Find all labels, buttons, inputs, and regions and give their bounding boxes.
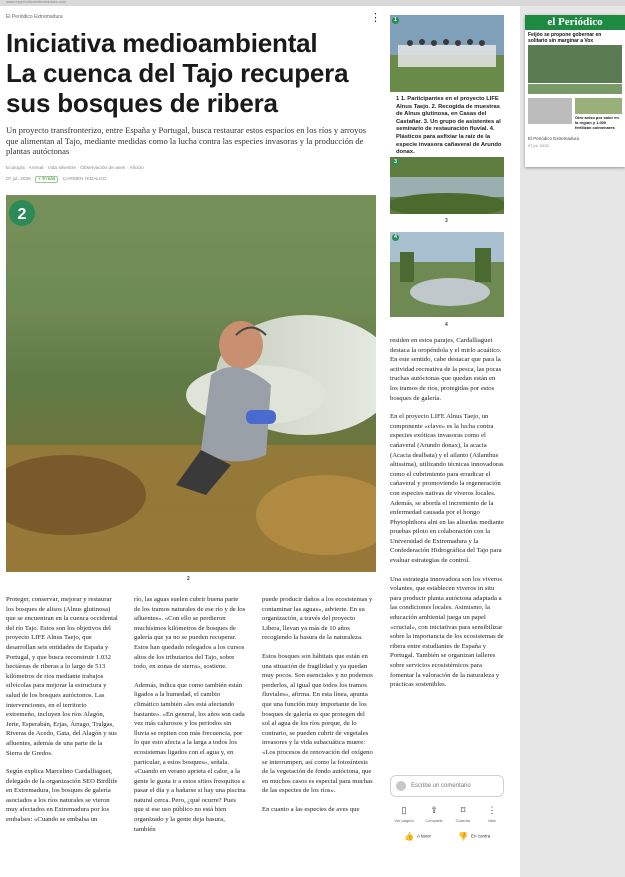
cover-date: 07 jul. 2025	[528, 143, 549, 148]
cover-subhead: Otro aviso por calor en la región y 1.000 fertilizan colmenares	[575, 115, 619, 130]
more-icon: ⋮	[487, 805, 497, 815]
paragraph: Según explica Marcelino Cardalliaguet, delegado de la organización SEO Birdlife en Extremadura, los bosques de galería asociados a los ríos naturales se vieron muy afectados en Extremadura por los embalses: «Cuando se embalsa un	[6, 768, 118, 824]
vote-up-button[interactable]	[404, 832, 431, 841]
thumbnail-caption: 1 1. Participantes en el proyecto LIFE Alnus Taejo. 2. Recogida de muestras de Alnus glutinosa, en Casas del Castañar. 3. Un grupo de asistentes al seminario de restauración fluvial. 4. Plásticos para asfixiar la raíz de la especie invasora cañaveral de Arundo donax.	[396, 96, 502, 156]
thumbnail-photo-1[interactable]	[390, 15, 504, 92]
main-photo-illustration	[6, 195, 376, 572]
vote-down-label: En contra	[470, 833, 491, 839]
cover-photo-strip	[528, 84, 622, 94]
paragraph: río, las aguas suelen cubrir buena parte de los tramos naturales de ese río y de los afluentes». «Con ello se perdieron muchísimos kilómetros de bosques de galería que ya no se pueden recuperar. Estos han quedado relegados a los cursos altos de los tributarios del Tajo, sobre todo, en zonas de sierra», sostiene.	[134, 596, 246, 671]
thumbnail-1-illustration	[390, 15, 504, 92]
thumbnail-badge: 1	[392, 17, 399, 24]
action-label: Ver página	[394, 818, 414, 823]
main-photo[interactable]	[6, 195, 376, 572]
byline	[6, 177, 106, 182]
paragraph: Además, indica que como también están ligados a la humedad, el cambio climático también «les está afectando bastante». «En general, los años son cada vez más calurosos y los periodos sin lluvia se repiten con más frecuencia, por lo que esto afecta a la larga a todos los ecosistemas ligados con el agua y, en particular, a estos bosques», señala. «Cuando en verano aprieta el calor, a la gente le gusta ir a estos sitios fresquitos a pasar el día y a bañarse si hay una piscina natural cerca. Pero, ¿qué ocurre? Pues que si ese uso público no está bien organizado y la gente deja basura, también	[134, 681, 246, 833]
article-title	[6, 28, 381, 118]
cover-masthead: el Periódico	[525, 15, 625, 30]
avatar	[396, 781, 406, 791]
paragraph: En el proyecto LIFE Alnus Taejo, un componente «clave» es la lucha contra especies exóticas invasoras como el cañaveral (Arundo donax), la acacia (Acacia dealbata) y el ailanto (Ailanthus altissima), utilizando técnicas innovadoras como el cubrimiento para erradicar el cañaveral y promoviendo la regeneración con especies nativas de viveros locales. Además, se aborda el incremento de la enfermedad causada por el hongo Phytophthora alni en las alisedas mediante pruebas piloto en colaboración con la Universidad de Extremadura y la Confederación Hidrográfica del Tajo para evaluar estrategias de control.	[390, 413, 504, 565]
pages-icon: ▯	[401, 805, 407, 815]
article-column-4	[390, 336, 504, 699]
share-button[interactable]	[420, 805, 448, 823]
paragraph: residen en estos parajes, Cardalliaguet destaca la oropéndola y el mirlo acuático. En este sentido, cabe destacar que para la actividad recreativa de la pesca, las pocas truchas autóctonas que quedan están en los tramos de ríos, protegidas por estos bosques de galería.	[390, 337, 502, 402]
thumbnail-photo-4[interactable]	[390, 232, 504, 317]
article-column-2	[134, 595, 246, 843]
photo-number-text: 2	[17, 206, 27, 223]
article-lead: Un proyecto transfronterizo, entre España y Portugal, busca restaurar estos espacios en los ríos y arroyos que alimentan al Tajo, mediante medidas como la lucha contra las especies invasoras y la producción de plantas autóctonas	[6, 125, 367, 156]
vote-down-button[interactable]	[458, 832, 490, 841]
bookmark-icon: ⌑	[460, 805, 466, 815]
vote-bar	[390, 832, 504, 844]
comment-input[interactable]	[390, 775, 504, 797]
byline-date: 07 jul. 2025	[6, 177, 31, 182]
more-button[interactable]	[478, 805, 506, 823]
paragraph: puede producir daños a los ecosistemas y contaminar las aguas», advierte. En su organización, a través del proyecto Libera, llevan ya más de 10 años recogiendo la basura de la naturaleza.	[262, 596, 373, 642]
article-column-3	[262, 595, 374, 823]
cover-mini-photo	[528, 98, 572, 124]
source-label: El Periódico Extremadura	[6, 14, 63, 20]
thumbnail-badge: 3	[392, 159, 399, 166]
cover-name: El Periódico Extremadura	[528, 136, 580, 141]
title-line-1: Iniciativa medioambiental	[6, 28, 318, 58]
paragraph: Proteger, conservar, mejorar y restaurar los bosques de alisos (Alnus glutinosa) que se encuentran en la cuenca occidental del río Tajo. Estos son los objetivos del proyecto LIFE Alnus Taejo, que desarrollan seis entidades de España y Portugal, y que busca reconstruir 1.032 hectáreas de riberas a lo largo de 513 kilómetros de ríos mediante trabajos silvícolas para mejorar la estructura y salud de los bosques autóctonos. Las intervenciones, en el territorio extremeño, incluyen los ríos Alagón, Jerte, Esperabán, Erjas, Árrago, Tralgas, Riveras de Acedo, Gata, del Alagón y sus afluentes, además de una parte de la Sierra de Gredos.	[6, 596, 118, 757]
paragraph: Estos bosques son hábitats que están en una situación de fragilidad y ya quedan muy pocos. Son esenciales y no podemos perderlos, al igual que todos los tramos fluviales», afirma. En esta línea, apunta que una función muy importante de los bosques de galería es que protegen del sol al agua de los ríos porque, de lo contrario, se pueden cubrir de vegetales invasores y la vida subacuática muere: «Los procesos de renovación del oxígeno se interrumpen, así como la fotosíntesis de la vegetación de fondo autóctona, que en muchos casos es especial para muchas de las especies de los ríos».	[262, 652, 373, 795]
thumbs-down-icon: 👎	[458, 832, 468, 841]
thumbnail-4-illustration	[390, 232, 504, 317]
more-options-icon[interactable]: ⋮	[370, 12, 381, 24]
action-label: Guardar	[455, 818, 471, 823]
action-bar	[390, 805, 504, 827]
more-tags-button[interactable]: + 9 más	[35, 176, 58, 183]
comment-placeholder: Escribe un comentario	[411, 783, 471, 789]
share-icon: ⇪	[430, 805, 438, 815]
byline-author: CARMEN HIDALGO	[62, 177, 107, 182]
newspaper-cover[interactable]	[525, 15, 625, 167]
main-photo-caption: 2	[187, 576, 190, 582]
cover-photo	[528, 45, 622, 83]
top-strip-url: www.elperiodicoextremadura.com	[6, 0, 67, 4]
title-line-2: La cuenca del Tajo recupera	[6, 58, 349, 88]
cover-mini-photo-2	[575, 98, 622, 114]
thumbs-up-icon: 👍	[404, 832, 414, 841]
thumbnail-caption: 4	[445, 322, 448, 328]
vote-up-label: A favor	[416, 833, 431, 839]
thumbnail-photo-3[interactable]	[390, 157, 504, 214]
tag-list[interactable]: Ecología · Animal · Vida silvestre · Observación de aves · Aficion	[6, 166, 144, 171]
article-column-1	[6, 595, 118, 834]
action-label: Compartir	[425, 818, 443, 823]
save-button[interactable]	[449, 805, 477, 823]
cover-headline: Feijóo se propone gobernar en solitario sin marginar a Vox	[528, 32, 602, 44]
paragraph: Una estrategia innovadora son los viveros volantes, que establecen viveros in situ para producir planta autóctona adaptada a las condiciones locales. Asimismo, la educación ambiental juega un papel «crucial», con iniciativas para sensibilizar sobre la importancia de los ecosistemas de ribera entre estudiantes de España y Portugal. También se organizan talleres sobre servicios ecosistémicos para fomentar la valoración de la naturaleza y prácticas sostenibles.	[390, 575, 504, 689]
thumbnail-caption: 3	[445, 218, 448, 224]
view-page-button[interactable]	[390, 805, 418, 823]
thumbnail-3-illustration	[390, 157, 504, 214]
action-label: Más	[488, 818, 496, 823]
paragraph: En cuanto a las especies de aves que	[262, 805, 360, 813]
thumbnail-badge: 4	[392, 234, 399, 241]
title-line-3: sus bosques de ribera	[6, 88, 278, 118]
